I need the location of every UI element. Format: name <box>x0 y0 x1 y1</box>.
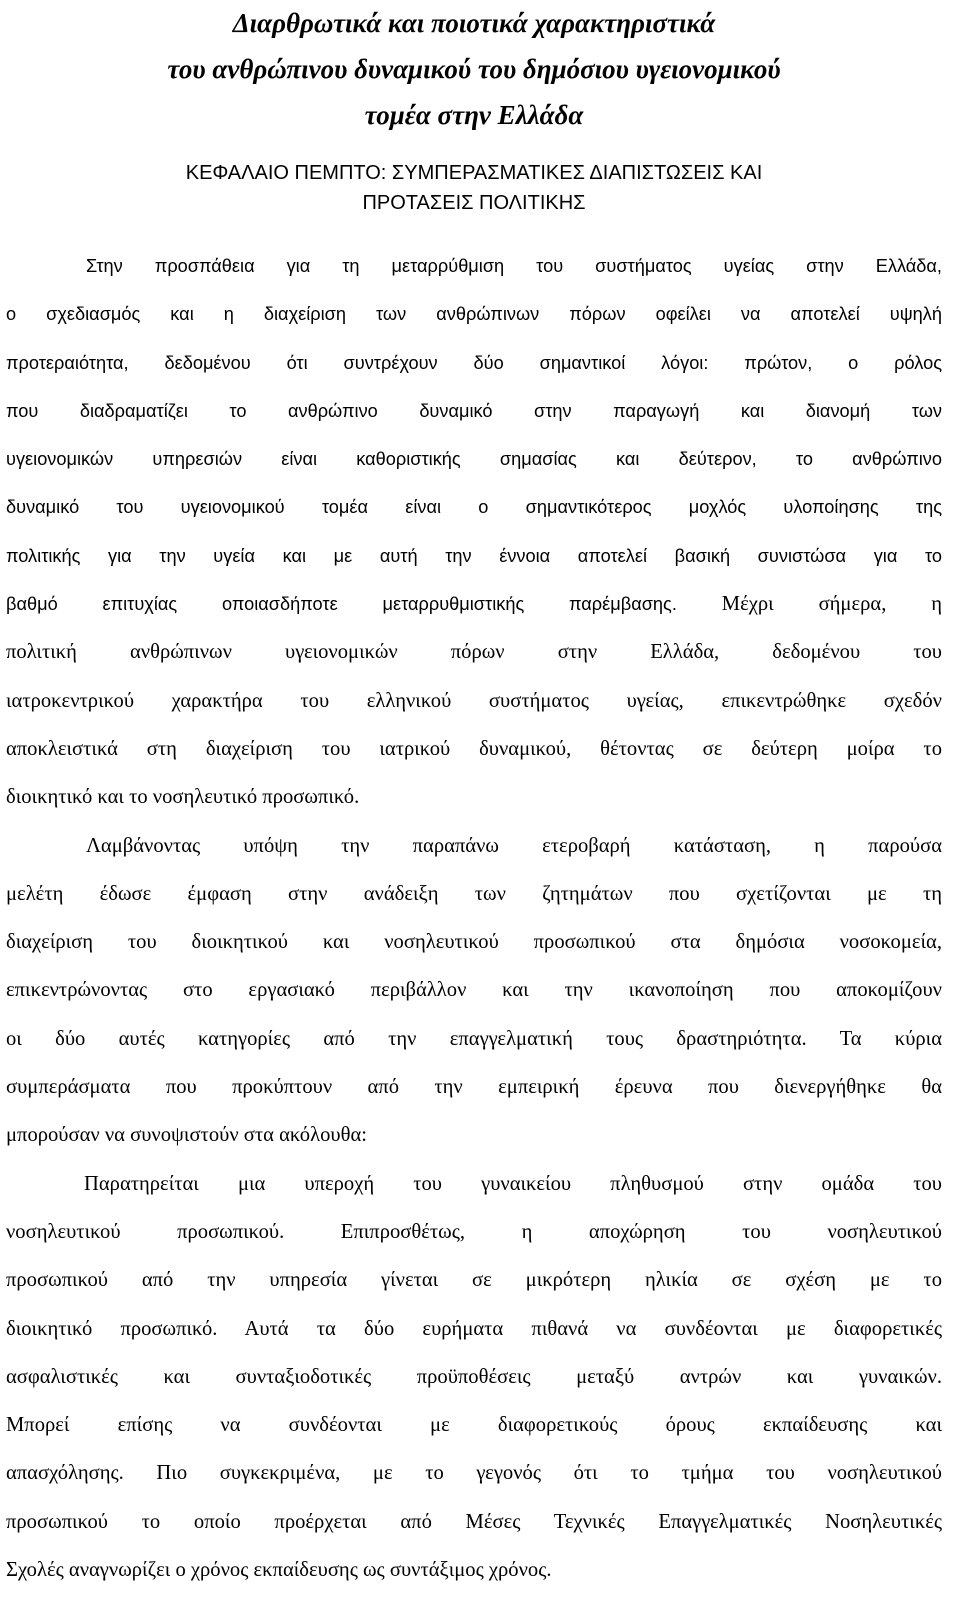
text-line: αποκλειστικά στη διαχείριση του ιατρικού δυναμικού, θέτοντας σε δεύτερη μοίρα το <box>6 737 942 760</box>
text-line: οι δύο αυτές κατηγορίες από την επαγγελματική τους δραστηριότητα. Τα κύρια <box>6 1027 942 1050</box>
text-line: απασχόλησης. Πιο συγκεκριμένα, με το γεγονός ότι το τμήμα του νοσηλευτικού <box>6 1462 942 1485</box>
document-title <box>6 0 942 138</box>
text-line: πολιτικής για την υγεία και με αυτή την έννοια αποτελεί βασική συνιστώσα για το <box>6 545 942 566</box>
paragraph-intro <box>6 242 942 822</box>
text-line: Στην προσπάθεια για τη μεταρρύθμιση του συστήματος υγείας στην Ελλάδα, <box>86 256 942 276</box>
text-segment: βαθμό επιτυχίας οποιασδήποτε μεταρρυθμιστικής παρέμβασης. <box>6 594 677 615</box>
text-line: υγειονομικών υπηρεσιών είναι καθοριστικής σημασίας και δεύτερον, το ανθρώπινο <box>6 449 942 470</box>
text-line: δυναμικό του υγειονομικού τομέα είναι ο σημαντικότερος μοχλός υλοποίησης της <box>6 497 942 518</box>
text-line: διοικητικό προσωπικό. Αυτά τα δύο ευρήματα πιθανά να συνδέονται με διαφορετικές <box>6 1317 942 1340</box>
chapter-line: ΚΕΦΑΛΑΙΟ ΠΕΜΠΤΟ: ΣΥΜΠΕΡΑΣΜΑΤΙΚΕΣ ΔΙΑΠΙΣΤΩΣΕΙΣ ΚΑΙ <box>185 162 763 184</box>
title-line: του ανθρώπινου δυναμικού του δημόσιου υγειονομικού <box>167 54 781 84</box>
text-line-mixed <box>6 580 942 628</box>
text-line: Σχολές αναγνωρίζει ο χρόνος εκπαίδευσης ως συντάξιμος χρόνος. <box>6 1559 552 1582</box>
text-line: ασφαλιστικές και συνταξιοδοτικές προϋποθέσεις μεταξύ αντρών και γυναικών. <box>6 1365 942 1388</box>
text-line: προτεραιότητα, δεδομένου ότι συντρέχουν δύο σημαντικοί λόγοι: πρώτον, ο ρόλος <box>6 352 942 373</box>
text-line: μπορούσαν να συνοψιστούν στα ακόλουθα: <box>6 1124 367 1147</box>
text-line: διοικητικό και το νοσηλευτικό προσωπικό. <box>6 786 360 809</box>
document-page <box>6 0 942 1594</box>
title-line: Διαρθρωτικά και ποιοτικά χαρακτηριστικά <box>232 8 716 38</box>
text-line: Μπορεί επίσης να συνδέονται με διαφορετικούς όρους εκπαίδευσης και <box>6 1414 942 1437</box>
chapter-heading <box>6 158 942 218</box>
text-line: προσωπικού το οποίο προέρχεται από Μέσες Τεχνικές Επαγγελματικές Νοσηλευτικές <box>6 1510 942 1533</box>
text-line: πολιτική ανθρώπινων υγειονομικών πόρων στην Ελλάδα, δεδομένου του <box>6 641 942 664</box>
text-line: συμπεράσματα που προκύπτουν από την εμπειρική έρευνα που διενεργήθηκε θα <box>6 1076 942 1099</box>
text-line: Παρατηρείται μια υπεροχή του γυναικείου πληθυσμού στην ομάδα του <box>84 1172 942 1195</box>
text-line: μελέτη έδωσε έμφαση στην ανάδειξη των ζητημάτων που σχετίζονται με τη <box>6 882 942 905</box>
text-segment: Μέχρι σήμερα, η <box>676 593 942 616</box>
text-line: Λαμβάνοντας υπόψη την παραπάνω ετεροβαρή κατάσταση, η παρούσα <box>86 834 942 857</box>
text-line: επικεντρώνοντας στο εργασιακό περιβάλλον και την ικανοποίηση που αποκομίζουν <box>6 979 942 1002</box>
text-line: που διαδραματίζει το ανθρώπινο δυναμικό στην παραγωγή και διανομή των <box>6 400 942 421</box>
text-line: διαχείριση του διοικητικού και νοσηλευτικού προσωπικού στα δημόσια νοσοκομεία, <box>6 931 942 954</box>
text-line: προσωπικού από την υπηρεσία γίνεται σε μικρότερη ηλικία σε σχέση με το <box>6 1269 942 1292</box>
text-line: ιατροκεντρικού χαρακτήρα του ελληνικού συστήματος υγείας, επικεντρώθηκε σχεδόν <box>6 689 942 712</box>
text-line: ο σχεδιασμός και η διαχείριση των ανθρώπινων πόρων οφείλει να αποτελεί υψηλή <box>6 304 942 325</box>
chapter-line: ΠΡΟΤΑΣΕΙΣ ΠΟΛΙΤΙΚΗΣ <box>362 192 586 214</box>
paragraph-conclusions <box>6 822 942 1160</box>
text-line: νοσηλευτικού προσωπικού. Επιπροσθέτως, η αποχώρηση του νοσηλευτικού <box>6 1220 942 1243</box>
paragraph-findings <box>6 1160 942 1595</box>
title-line: τομέα στην Ελλάδα <box>364 100 584 130</box>
